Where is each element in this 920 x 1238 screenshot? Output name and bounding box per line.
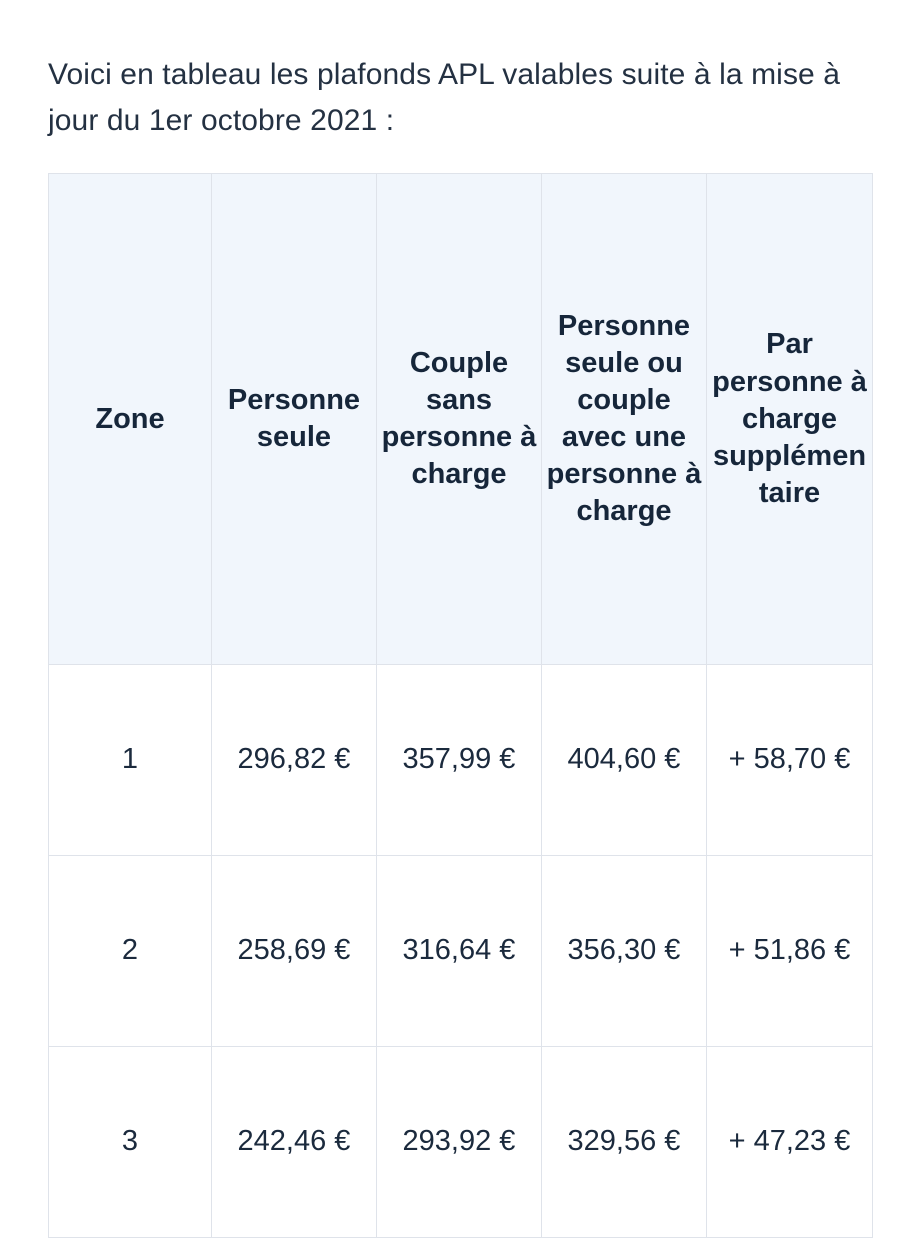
cell-seule-ou-couple-une: 356,30 € bbox=[542, 856, 707, 1047]
column-header-personne-seule: Personne seule bbox=[212, 174, 377, 665]
cell-personne-seule: 296,82 € bbox=[212, 665, 377, 856]
cell-zone: 1 bbox=[49, 665, 212, 856]
column-header-seule-ou-couple-une-personne: Personne seule ou couple avec une personne à charge bbox=[542, 174, 707, 665]
table-container bbox=[0, 173, 920, 1238]
cell-couple-sans-personne: 316,64 € bbox=[377, 856, 542, 1047]
cell-personne-seule: 258,69 € bbox=[212, 856, 377, 1047]
cell-seule-ou-couple-une: 329,56 € bbox=[542, 1047, 707, 1238]
cell-couple-sans-personne: 293,92 € bbox=[377, 1047, 542, 1238]
table-header bbox=[49, 174, 873, 665]
table-row bbox=[49, 856, 873, 1047]
table-row bbox=[49, 665, 873, 856]
intro-paragraph: Voici en tableau les plafonds APL valables suite à la mise à jour du 1er octobre 2021 : bbox=[48, 58, 841, 137]
cell-personne-supplementaire: + 58,70 € bbox=[707, 665, 873, 856]
table-row bbox=[49, 1047, 873, 1238]
document-page bbox=[0, 30, 920, 1230]
column-header-zone: Zone bbox=[49, 174, 212, 665]
apl-ceilings-table bbox=[48, 173, 873, 1238]
cell-personne-seule: 242,46 € bbox=[212, 1047, 377, 1238]
column-header-personne-supplementaire: Par personne à charge supplémentaire bbox=[707, 174, 873, 665]
cell-zone: 3 bbox=[49, 1047, 212, 1238]
table-body bbox=[49, 665, 873, 1238]
table-header-row bbox=[49, 174, 873, 665]
cell-seule-ou-couple-une: 404,60 € bbox=[542, 665, 707, 856]
cell-personne-supplementaire: + 51,86 € bbox=[707, 856, 873, 1047]
cell-couple-sans-personne: 357,99 € bbox=[377, 665, 542, 856]
column-header-couple-sans-personne: Couple sans personne à charge bbox=[377, 174, 542, 665]
cell-zone: 2 bbox=[49, 856, 212, 1047]
cell-personne-supplementaire: + 47,23 € bbox=[707, 1047, 873, 1238]
